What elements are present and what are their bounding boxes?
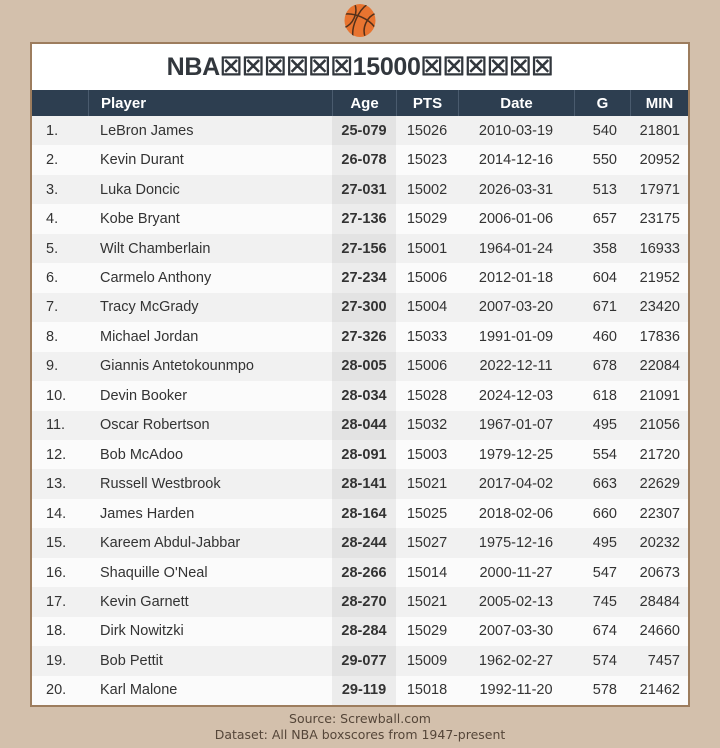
cell-player: Luka Doncic <box>100 181 180 198</box>
cell-date: 2014-12-16 <box>478 152 554 169</box>
table-body <box>32 116 688 705</box>
cell-date: 2018-02-06 <box>478 505 554 522</box>
cell-rank: 19. <box>46 652 67 669</box>
cell-rank: 6. <box>46 269 59 286</box>
cell-rank: 12. <box>46 446 67 463</box>
cell-g: 660 <box>592 505 617 522</box>
cell-rank: 9. <box>46 358 59 375</box>
cell-rank: 16. <box>46 564 67 581</box>
cell-min: 22629 <box>639 476 680 493</box>
table-row <box>32 587 688 616</box>
cell-g: 495 <box>592 535 617 552</box>
cell-min: 17836 <box>639 328 680 345</box>
cell-rank: 7. <box>46 299 59 316</box>
cell-rank: 13. <box>46 476 67 493</box>
cell-age: 27-156 <box>332 234 396 263</box>
cell-pts: 15003 <box>406 446 448 463</box>
cell-rank: 5. <box>46 240 59 257</box>
cell-g: 604 <box>592 269 617 286</box>
table-row <box>32 499 688 528</box>
cell-age: 28-034 <box>332 381 396 410</box>
table-row <box>32 617 688 646</box>
cell-date: 2017-04-02 <box>478 476 554 493</box>
footer <box>0 711 720 742</box>
cell-player: Giannis Antetokounmpo <box>100 358 254 375</box>
cell-age: 27-300 <box>332 293 396 322</box>
cell-player: Dirk Nowitzki <box>100 623 184 640</box>
cell-min: 21720 <box>639 446 680 463</box>
cell-date: 1967-01-07 <box>478 417 554 434</box>
cell-min: 21462 <box>639 682 680 699</box>
cell-g: 550 <box>592 152 617 169</box>
cell-min: 17971 <box>639 181 680 198</box>
cell-player: Russell Westbrook <box>100 476 221 493</box>
cell-player: Michael Jordan <box>100 328 199 345</box>
cell-player: Devin Booker <box>100 387 188 404</box>
cell-min: 21056 <box>639 417 680 434</box>
cell-pts: 15026 <box>406 122 448 139</box>
table-row <box>32 411 688 440</box>
cell-age: 26-078 <box>332 145 396 174</box>
cell-pts: 15002 <box>406 181 448 198</box>
cell-player: Kobe Bryant <box>100 211 180 228</box>
table-row <box>32 145 688 174</box>
cell-pts: 15001 <box>406 240 448 257</box>
cell-age: 29-119 <box>332 676 396 705</box>
cell-rank: 15. <box>46 535 67 552</box>
cell-rank: 10. <box>46 387 67 404</box>
cell-age: 28-164 <box>332 499 396 528</box>
table-row <box>32 469 688 498</box>
cell-age: 28-266 <box>332 558 396 587</box>
cell-age: 28-270 <box>332 587 396 616</box>
cell-player: Oscar Robertson <box>100 417 210 434</box>
table-row <box>32 263 688 292</box>
cell-date: 2005-02-13 <box>478 593 554 610</box>
cell-rank: 11. <box>46 417 66 434</box>
cell-pts: 15025 <box>406 505 448 522</box>
cell-player: Bob McAdoo <box>100 446 184 463</box>
cell-date: 2007-03-30 <box>478 623 554 640</box>
cell-g: 495 <box>592 417 617 434</box>
cell-g: 547 <box>592 564 617 581</box>
cell-age: 28-244 <box>332 528 396 557</box>
cell-player: Bob Pettit <box>100 652 163 669</box>
cell-player: Tracy McGrady <box>100 299 199 316</box>
cell-pts: 15027 <box>406 535 448 552</box>
table-row <box>32 234 688 263</box>
cell-g: 358 <box>592 240 617 257</box>
cell-age: 28-005 <box>332 352 396 381</box>
cell-player: Kareem Abdul-Jabbar <box>100 535 241 552</box>
cell-player: James Harden <box>100 505 195 522</box>
cell-date: 2010-03-19 <box>478 122 554 139</box>
table-row <box>32 322 688 351</box>
cell-pts: 15021 <box>406 476 448 493</box>
table-row <box>32 528 688 557</box>
cell-min: 20673 <box>639 564 680 581</box>
cell-pts: 15033 <box>406 328 448 345</box>
cell-g: 618 <box>592 387 617 404</box>
header-rank <box>32 90 88 116</box>
cell-player: Carmelo Anthony <box>100 269 212 286</box>
cell-rank: 1. <box>46 122 59 139</box>
table-row <box>32 204 688 233</box>
cell-g: 554 <box>592 446 617 463</box>
cell-pts: 15021 <box>406 593 448 610</box>
cell-g: 657 <box>592 211 617 228</box>
cell-rank: 2. <box>46 152 59 169</box>
table-row <box>32 381 688 410</box>
cell-age: 27-326 <box>332 322 396 351</box>
table-row <box>32 175 688 204</box>
cell-date: 1962-02-27 <box>478 652 554 669</box>
cell-pts: 15006 <box>406 358 448 375</box>
cell-min: 20952 <box>639 152 680 169</box>
footer-dataset: Dataset: All NBA boxscores from 1947-present <box>214 726 506 742</box>
cell-pts: 15004 <box>406 299 448 316</box>
page-title: NBA☒☒☒☒☒☒15000☒☒☒☒☒☒ <box>166 53 554 81</box>
cell-pts: 15018 <box>406 682 448 699</box>
cell-min: 21801 <box>639 122 680 139</box>
cell-date: 1979-12-25 <box>478 446 554 463</box>
cell-age: 28-044 <box>332 411 396 440</box>
header-player: Player <box>88 90 332 116</box>
cell-g: 674 <box>592 623 617 640</box>
footer-source: Source: Screwball.com <box>289 711 431 726</box>
cell-age: 27-234 <box>332 263 396 292</box>
header-g: G <box>574 90 630 116</box>
cell-g: 745 <box>592 593 617 610</box>
cell-g: 678 <box>592 358 617 375</box>
cell-rank: 8. <box>46 328 59 345</box>
table-row <box>32 352 688 381</box>
cell-rank: 17. <box>46 593 67 610</box>
cell-pts: 15032 <box>406 417 448 434</box>
cell-pts: 15029 <box>406 623 448 640</box>
table-row <box>32 440 688 469</box>
cell-rank: 4. <box>46 211 59 228</box>
cell-g: 663 <box>592 476 617 493</box>
cell-date: 1975-12-16 <box>478 535 554 552</box>
cell-min: 24660 <box>639 623 680 640</box>
cell-g: 540 <box>592 122 617 139</box>
cell-age: 25-079 <box>332 116 396 145</box>
cell-age: 27-136 <box>332 204 396 233</box>
table-header-row <box>32 90 688 116</box>
cell-age: 28-091 <box>332 440 396 469</box>
header-date: Date <box>458 90 574 116</box>
cell-pts: 15028 <box>406 387 448 404</box>
cell-pts: 15014 <box>406 564 448 581</box>
cell-player: Shaquille O'Neal <box>100 564 208 581</box>
cell-date: 1992-11-20 <box>479 682 553 699</box>
cell-date: 2007-03-20 <box>478 299 554 316</box>
cell-rank: 20. <box>46 682 67 699</box>
cell-min: 20232 <box>639 535 680 552</box>
cell-date: 2012-01-18 <box>478 269 554 286</box>
stats-card <box>30 42 690 707</box>
cell-pts: 15009 <box>406 652 448 669</box>
table-row <box>32 676 688 705</box>
header-min: MIN <box>630 90 688 116</box>
table-row <box>32 116 688 145</box>
cell-rank: 14. <box>46 505 67 522</box>
cell-g: 671 <box>592 299 617 316</box>
table-row <box>32 558 688 587</box>
cell-player: LeBron James <box>100 122 194 139</box>
table-row <box>32 293 688 322</box>
cell-min: 21952 <box>639 269 680 286</box>
cell-g: 574 <box>592 652 617 669</box>
cell-min: 22084 <box>639 358 680 375</box>
cell-date: 2000-11-27 <box>479 564 553 581</box>
cell-player: Kevin Durant <box>100 152 184 169</box>
cell-pts: 15023 <box>406 152 448 169</box>
cell-age: 27-031 <box>332 175 396 204</box>
cell-age: 28-284 <box>332 617 396 646</box>
cell-g: 460 <box>592 328 617 345</box>
cell-min: 22307 <box>639 505 680 522</box>
cell-date: 2024-12-03 <box>478 387 554 404</box>
cell-g: 513 <box>592 181 617 198</box>
table-row <box>32 646 688 675</box>
cell-date: 1991-01-09 <box>478 328 554 345</box>
cell-date: 2022-12-11 <box>479 358 553 375</box>
basketball-icon <box>343 2 377 44</box>
cell-min: 23175 <box>639 211 680 228</box>
cell-min: 16933 <box>639 240 680 257</box>
cell-pts: 15029 <box>406 211 448 228</box>
cell-pts: 15006 <box>406 269 448 286</box>
header-age: Age <box>332 90 396 116</box>
cell-date: 1964-01-24 <box>478 240 554 257</box>
cell-age: 28-141 <box>332 469 396 498</box>
cell-date: 2006-01-06 <box>478 211 554 228</box>
cell-min: 23420 <box>639 299 680 316</box>
cell-date: 2026-03-31 <box>478 181 554 198</box>
cell-rank: 18. <box>46 623 67 640</box>
cell-player: Wilt Chamberlain <box>100 240 211 257</box>
header-pts: PTS <box>396 90 458 116</box>
cell-min: 21091 <box>639 387 680 404</box>
cell-min: 7457 <box>647 652 680 669</box>
cell-player: Karl Malone <box>100 682 178 699</box>
cell-min: 28484 <box>639 593 680 610</box>
cell-player: Kevin Garnett <box>100 593 189 610</box>
cell-rank: 3. <box>46 181 59 198</box>
cell-g: 578 <box>592 682 617 699</box>
cell-age: 29-077 <box>332 646 396 675</box>
